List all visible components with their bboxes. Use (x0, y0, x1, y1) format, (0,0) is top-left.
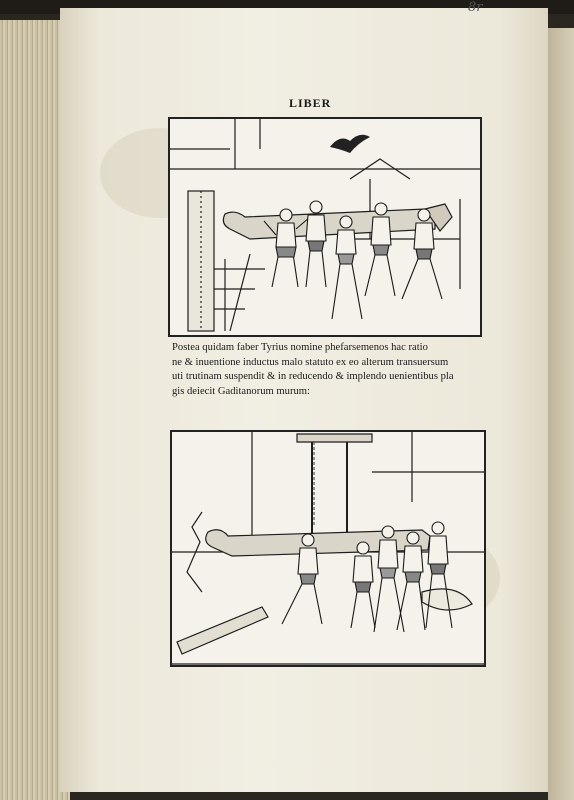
next-page-edge (548, 28, 574, 800)
caption-line: ne & inuentione inductus malo statuto ex eo alterum transuersum (172, 356, 449, 368)
woodcut-bottom (170, 430, 486, 667)
woodcut-top-drawing (170, 119, 480, 335)
woodcut-bottom-drawing (172, 432, 484, 665)
caption-line: gis deiecit Gaditanorum murum: (172, 385, 310, 397)
folio-mark: 8r (468, 0, 483, 15)
woodcut-top (168, 117, 482, 337)
running-head: LIBER (289, 96, 332, 110)
caption-line: uti trutinam suspendit & in reducendo & implendo uenientibus pla (172, 371, 454, 382)
caption-paragraph (172, 341, 482, 399)
caption-line: Postea quidam faber Tyrius nomine phefarsemenos hac ratio (172, 342, 428, 353)
